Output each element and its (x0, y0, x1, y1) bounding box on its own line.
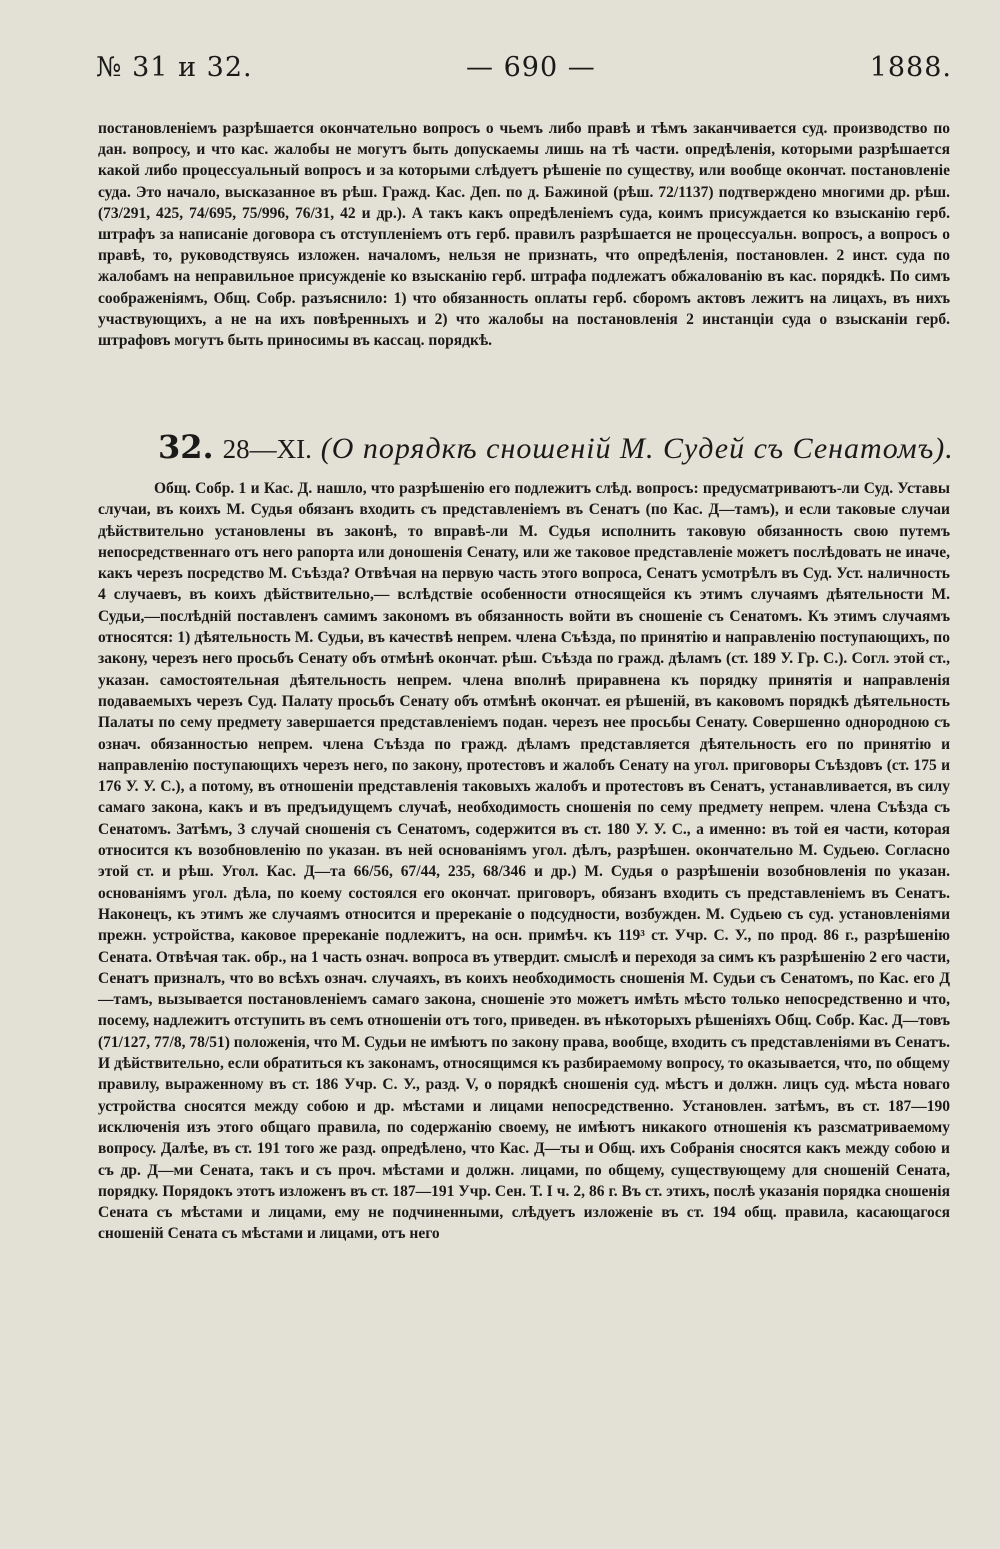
paragraph-text: постановленіемъ разрѣшается окончательно вопросъ о чьемъ либо правѣ и тѣмъ заканчивается суд. производство по дан. вопросу, и что кас. жалобы не могутъ быть допускаемы лишь на тѣ части. опредѣленія, которыми разрѣшается какой либо процессуальный вопросъ и за которыми слѣдуетъ рѣшеніе по существу, или вообще окончат. постановленіе суда. Это начало, высказанное въ рѣш. Гражд. Кас. Деп. по д. Бажиной (рѣш. 72/1137) подтверждено многими др. рѣш. (73/291, 425, 74/695, 75/996, 76/31, 42 и др.). А такъ какъ опредѣленіемъ суда, коимъ присуждается ко взысканію герб. штрафъ за написаніе договора съ отступленіемъ отъ герб. правилъ разрѣшается не процессуальн. вопросъ, а вопросъ о правѣ, то, руководствуясь изложен. началомъ, нельзя не признать, что опредѣленія, постановлен. 2 инст. суда по жалобамъ на неправильное присужденіе ко взысканію герб. штрафа подлежатъ обжалованію въ кас. порядкѣ. По симъ соображеніямъ, Общ. Собр. разъяснило: 1) что обязанность оплаты герб. сборомъ актовъ лежитъ на лицахъ, въ нихъ участвующихъ, а не на ихъ повѣренныхъ и 2) что жалобы на постановленія 2 инстанціи суда о взысканіи герб. штрафовъ могутъ быть приносимы въ кассац. порядкѣ. (98, 120, 950, 350)
paragraph-text: Общ. Собр. 1 и Кас. Д. нашло, что разрѣшенію его подлежитъ слѣд. вопросъ: предусматриваютъ-ли Суд. Уставы случаи, въ коихъ М. Судья обязанъ входить съ представленіемъ въ Сенатъ (по Кас. Д—тамъ), и если таковые случаи дѣйствительно установлены въ законѣ, то вправѣ-ли М. Судья исполнить таковую обязанность свою путемъ непосредственнаго отъ него рапорта или доношенія Сенату, или же таковое представленіе можетъ послѣдовать не иначе, какъ черезъ посредство М. Съѣзда? Отвѣчая на первую часть этого вопроса, Сенатъ усмотрѣлъ въ Суд. Уст. наличность 4 случаевъ, въ коихъ дѣйствительно,— вслѣдствіе особенности относящейся къ этимъ случаямъ дѣятельности М. Судьи,—послѣдній поставленъ самимъ закономъ въ обязанность войти въ сношеніе съ Сенатомъ. Къ этимъ случаямъ относятся: 1) дѣятельность М. Судьи, въ качествѣ непрем. члена Съѣзда, по принятію и направленію поступающихъ, по закону, черезъ него просьбъ Сенату объ отмѣнѣ окончат. рѣш. Съѣзда по гражд. дѣламъ (ст. 189 У. Гр. С.). Согл. этой ст., указан. самостоятельная дѣятельность непрем. члена вполнѣ приравнена къ порядку принятія и направленія подаваемыхъ черезъ Суд. Палату просьбъ Сенату объ отмѣнѣ окончат. ея рѣшеній, въ каковомъ порядкѣ дѣятельность Палаты по сему предмету завершается представленіемъ подан. черезъ нее просьбы Сенату. Совершенно однородною съ означ. обязанностью непрем. члена Съѣзда по гражд. дѣламъ представляется дѣятельность его по принятію и направленію поступающихъ черезъ него, по закону, протестовъ и жалобъ Сенату на угол. приговоры Съѣздовъ (ст. 175 и 176 У. У. С.), а потому, въ отношеніи представленія таковыхъ жалобъ и протестовъ въ Сенатъ, устанавливается, въ силу самаго закона, какъ и въ предъидущемъ случаѣ, необходимость сношенія по сему предмету непрем. члена Съѣзда съ Сенатомъ. Затѣмъ, 3 случай сношенія съ Сенатомъ, содержится въ ст. 180 У. У. С., а именно: въ той ея части, которая относится къ возобновленію по указан. въ ней основаніямъ угол. дѣлъ, разрѣшен. окончательно М. Судьею. Согласно этой ст. и рѣш. Угол. Кас. Д—та 66/56, 67/44, 235, 68/346 и др.) М. Судья о разрѣшеніи возобновленія по указан. основаніямъ угол. дѣла, по коему состоялся его окончат. приговоръ, обязанъ входить съ представленіемъ въ Сенатъ. Наконецъ, къ этимъ же случаямъ относится и пререканіе о подсудности, возбужден. М. Судьею съ суд. установленіями прежн. устройства, каковое пререканіе подлежитъ, на осн. примѣч. къ 119³ ст. Учр. С. У., по прод. 86 г., разрѣшенію Сената. Отвѣчая так. обр., на 1 часть означ. вопроса въ утвердит. смыслѣ и переходя за симъ къ разрѣшенію 2 его части, Сенатъ призналъ, что во всѣхъ означ. случаяхъ, въ коихъ необходимость сношенія М. Судьи съ Сенатомъ, по Кас. его Д—тамъ, вызывается постановленіемъ самаго закона, сношеніе это можетъ имѣть мѣсто только непосредственно и что, посему, надлежитъ отступить въ семъ отношеніи отъ того, приведен. въ нѣкоторыхъ рѣшеніяхъ Общ. Собр. Кас. Д—товъ (71/127, 77/8, 78/51) положенія, что М. Судьи не имѣютъ по закону права, вообще, входить съ представленіями въ Сенатъ. И дѣйствительно, если обратиться къ законамъ, относящимся къ разбираемому вопросу, то оказывается, что, по общему правилу, выраженному въ ст. 186 Учр. С. У., разд. V, о порядкѣ сношенія суд. мѣстъ и должн. лицъ суд. мѣста новаго устройства сносятся между собою и др. мѣстами и лицами непосредственно. Установлен. затѣмъ, въ ст. 187—190 исключенія изъ этого общаго правила, по содержанію своему, не имѣютъ никакого отношенія къ разсматриваемому вопросу. Далѣе, въ ст. 191 того же разд. опредѣлено, что Кас. Д—ты и Общ. ихъ Собранія сносятся какъ между собою и съ др. Д—ми Сената, такъ и съ проч. мѣстами и должн. лицами, по общему, существующему для сношеній Сената, порядку. Порядокъ этотъ изложенъ въ ст. 187—191 Учр. Сен. Т. I ч. 2, 86 г. Въ ст. этихъ, послѣ указанія порядка сношенія Сената съ мѣстами и лицами, ему не подчиненными, слѣдуетъ изложеніе въ ст. 194 общ. правила, касающагося сношеній Сената съ мѣстами и лицами, отъ него (98, 480, 950, 1243)
year: 1888. (869, 52, 952, 83)
issue-number: № 31 и 32. (96, 52, 253, 83)
page-header (96, 52, 952, 92)
body-paragraph-2 (98, 478, 950, 1245)
page-number: — 690 — (466, 52, 596, 83)
section-date: 28—XI. (222, 434, 312, 464)
section-title: (О порядкѣ сношеній М. Судей съ Сенатомъ). (320, 432, 954, 465)
section-number: 32. (158, 428, 214, 466)
section-heading (158, 428, 958, 466)
body-paragraph-1 (98, 118, 950, 351)
